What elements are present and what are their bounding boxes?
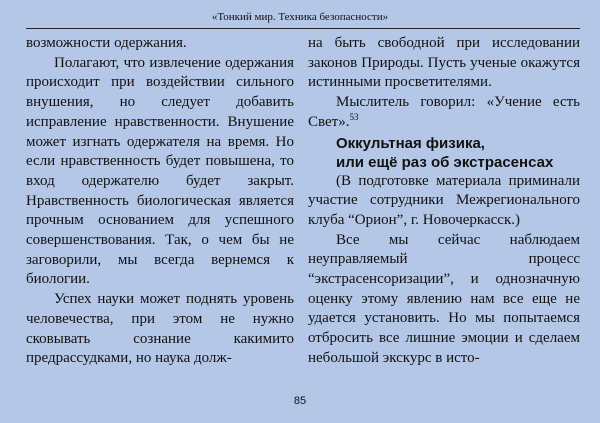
right-paragraph-3: (В подготовке материала приминали участие сотрудники Межрегионального клуба “Орион”, г. Новочеркасск.) bbox=[308, 172, 580, 228]
section-heading-line-1: Оккультная физика, bbox=[336, 134, 485, 152]
running-header bbox=[0, 0, 600, 30]
header-rule bbox=[26, 28, 580, 29]
header-title: «Тонкий мир. Техника безопасности» bbox=[211, 11, 389, 23]
right-paragraph-1: на быть свободной при исследовании законов Природы. Пусть ученые окажутся истинными просветителями. bbox=[308, 35, 580, 91]
footnote-ref: 53 bbox=[349, 111, 359, 122]
quote-text: Мыслитель говорил: «Учение есть Свет». bbox=[308, 94, 580, 130]
section-heading-line-2: или ещё раз об экстрасенсах bbox=[336, 153, 554, 171]
left-column bbox=[26, 34, 294, 369]
left-paragraph-3: Успех науки может поднять уровень человечества, при этом не нужно сковывать сознание какимито предрассудками, но наука долж- bbox=[26, 291, 294, 367]
section-heading bbox=[336, 134, 580, 172]
right-column bbox=[308, 34, 580, 369]
right-paragraph-2 bbox=[308, 93, 580, 132]
left-paragraph-2: Полагают, что извлечение одержания происходит при воздействии сильного внушения, но следует добавить исправление нравственности. Внушение может изгнать одержателя на время. Но если нравственность будет повышена, то вход одержателю будет закрыт. Нравственность биологическая является прочным основанием для успешного совершенствования. Так, о чем бы не заговорили, мы всегда вернемся к биологии. bbox=[26, 54, 294, 288]
right-paragraph-4: Все мы сейчас наблюдаем неуправляемый процесс “экстрасенсоризации”, и однозначную оценку этому явлению нам все еще не удается установить. Но мы попытаемся отбросить все лишние эмоции и сделаем небольшой экскурс в исто- bbox=[308, 231, 580, 366]
page-number: 85 bbox=[293, 395, 307, 407]
left-paragraph-1: возможности одержания. bbox=[26, 35, 187, 51]
